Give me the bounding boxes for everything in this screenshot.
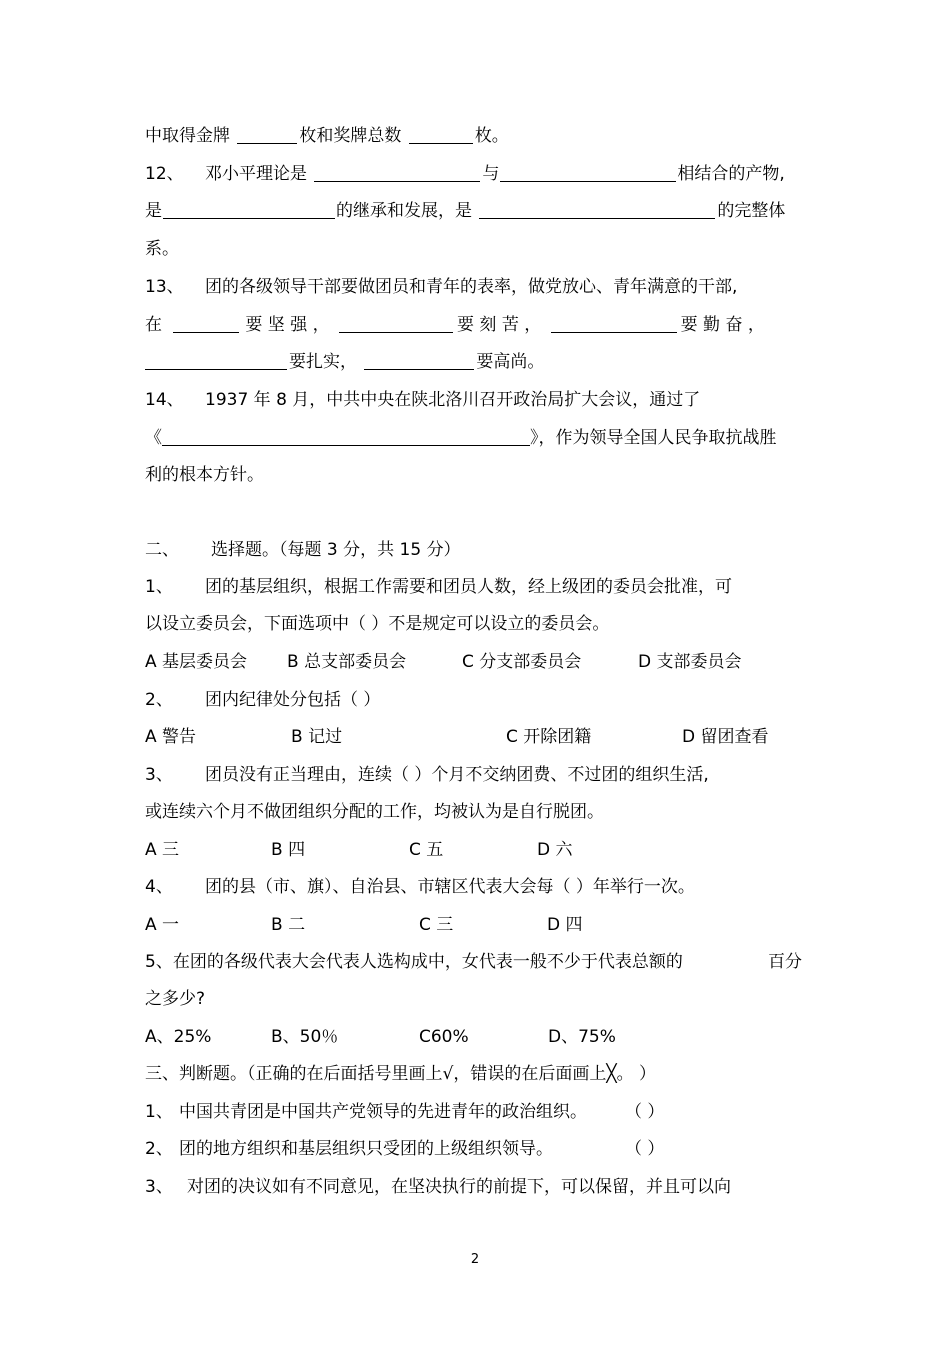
judge-q1 xyxy=(145,1101,664,1123)
option-c: C 五 xyxy=(409,840,444,860)
option-c: C 分支部委员会 xyxy=(462,652,582,672)
choice-q3-options xyxy=(145,839,573,861)
q11-continued-line xyxy=(145,125,509,147)
question-number: 12、 xyxy=(145,164,184,184)
blank xyxy=(162,427,530,446)
text: 在 xyxy=(145,315,162,335)
question-number: 14、 xyxy=(145,390,184,410)
choice-q3-line-1 xyxy=(145,764,709,786)
option-d: D 留团查看 xyxy=(682,727,769,747)
question-number: 2、 xyxy=(145,690,173,710)
text: 邓小平理论是 xyxy=(205,164,307,184)
choice-q4-options xyxy=(145,914,583,936)
q13-line-2 xyxy=(145,314,765,336)
option-d: D 六 xyxy=(537,840,573,860)
text: 或连续六个月不做团组织分配的工作，均被认为是自行脱团。 xyxy=(145,802,604,822)
question-number: 3、 xyxy=(145,765,173,785)
choice-q1-options xyxy=(145,651,742,673)
judge-q3 xyxy=(145,1176,731,1198)
text: 团的县（市、旗）、自治县、市辖区代表大会每（ ）年举行一次。 xyxy=(205,877,695,897)
q12-line-3 xyxy=(145,238,179,260)
option-a: A 基层委员会 xyxy=(145,652,248,672)
text: 与 xyxy=(482,164,500,184)
text: 的继承和发展，是 xyxy=(336,201,472,221)
text: 对团的决议如有不同意见，在坚决执行的前提下，可以保留，并且可以向 xyxy=(187,1177,731,1197)
text: 要 勤 奋 ， xyxy=(680,315,765,335)
page-number: 2 xyxy=(470,1252,480,1267)
blank xyxy=(551,314,677,333)
option-d: D 支部委员会 xyxy=(638,652,742,672)
text: 枚和奖牌总数 xyxy=(299,126,402,146)
blank xyxy=(339,314,453,333)
text: 团员没有正当理由，连续（ ）个月不交纳团费、不过团的组织生活, xyxy=(205,765,709,785)
blank xyxy=(163,200,335,219)
text: 利的根本方针。 xyxy=(145,465,264,485)
text: 《 xyxy=(145,428,162,448)
blank xyxy=(237,125,297,144)
judge-q2 xyxy=(145,1138,664,1160)
text: 1937 年 8 月，中共中央在陕北洛川召开政治局扩大会议，通过了 xyxy=(205,390,701,410)
option-a: A 警告 xyxy=(145,727,197,747)
text: 之多少? xyxy=(145,989,206,1009)
text: 》 xyxy=(530,428,539,448)
q12-line-2 xyxy=(145,200,785,222)
option-c: C60% xyxy=(419,1027,469,1047)
option-d: D、75% xyxy=(548,1027,616,1047)
text: 5、在团的各级代表大会代表人选构成中，女代表一般不少于代表总额的 xyxy=(145,952,683,972)
answer-paren: （ ） xyxy=(625,1102,665,1122)
text: 团的地方组织和基层组织只受团的上级组织领导。 xyxy=(179,1139,553,1159)
text: ，作为领导全国人民争取抗战胜 xyxy=(538,428,777,448)
text: 枚。 xyxy=(474,126,509,146)
question-number: 13、 xyxy=(145,277,184,297)
blank xyxy=(364,351,474,370)
text: 要 坚 强 ， xyxy=(245,315,330,335)
q13-line-1 xyxy=(145,276,737,298)
choice-q5-line-2 xyxy=(145,988,205,1010)
option-c: C 开除团籍 xyxy=(506,727,592,747)
text: 团的各级领导干部要做团员和青年的表率，做党放心、青年满意的干部, xyxy=(205,277,738,297)
q14-line-2 xyxy=(145,427,777,449)
q13-line-3 xyxy=(145,351,544,373)
text: 相结合的产物, xyxy=(677,164,785,184)
section-heading-choice xyxy=(145,539,461,561)
question-number: 2、 xyxy=(145,1139,173,1159)
question-number: 3、 xyxy=(145,1177,173,1197)
blank xyxy=(173,314,239,333)
question-number: 1、 xyxy=(145,577,173,597)
text: 中国共青团是中国共产党领导的先进青年的政治组织。 xyxy=(179,1102,587,1122)
option-a: A、25% xyxy=(145,1027,212,1047)
choice-q4-line-1 xyxy=(145,876,695,898)
option-a: A 三 xyxy=(145,840,180,860)
text: 中取得金牌 xyxy=(145,126,230,146)
section-number: 二、 xyxy=(145,540,179,560)
text: 要扎实， xyxy=(289,352,357,372)
choice-q1-line-2 xyxy=(145,613,609,635)
text: 系。 xyxy=(145,239,179,259)
question-number: 1、 xyxy=(145,1102,173,1122)
text: 团内纪律处分包括（ ） xyxy=(205,690,381,710)
option-b: B 二 xyxy=(271,915,306,935)
text: 以设立委员会，下面选项中（ ）不是规定可以设立的委员会。 xyxy=(145,614,610,634)
text: 是 xyxy=(145,201,162,221)
option-b: B 总支部委员会 xyxy=(287,652,407,672)
text: 百分 xyxy=(768,952,802,972)
section-title: 选择题。（每题 3 分，共 15 分） xyxy=(211,540,461,560)
q14-line-1 xyxy=(145,389,700,411)
blank xyxy=(479,200,715,219)
choice-q2-line-1 xyxy=(145,689,380,711)
text: 要高尚。 xyxy=(476,352,545,372)
option-c: C 三 xyxy=(419,915,454,935)
section-heading-judge xyxy=(145,1063,656,1085)
option-a: A 一 xyxy=(145,915,180,935)
choice-q5-line-1b xyxy=(768,951,802,973)
question-number: 4、 xyxy=(145,877,173,897)
section-title: 三、判断题。（正确的在后面括号里画上√，错误的在后面画上╳。 ） xyxy=(145,1064,656,1084)
choice-q5-line-1 xyxy=(145,951,683,973)
q12-line-1 xyxy=(145,163,785,185)
blank xyxy=(145,351,287,370)
text: 团的基层组织，根据工作需要和团员人数，经上级团的委员会批准，可 xyxy=(205,577,732,597)
blank xyxy=(409,125,473,144)
option-b: B 记过 xyxy=(291,727,343,747)
choice-q1-line-1 xyxy=(145,576,732,598)
choice-q2-options xyxy=(145,726,769,748)
option-b: B、50％ xyxy=(271,1027,339,1047)
blank xyxy=(500,163,676,182)
answer-paren: （ ） xyxy=(625,1139,665,1159)
choice-q5-options xyxy=(145,1026,616,1048)
option-b: B 四 xyxy=(271,840,306,860)
option-d: D 四 xyxy=(547,915,583,935)
q14-line-3 xyxy=(145,464,264,486)
choice-q3-line-2 xyxy=(145,801,604,823)
text: 要 刻 苦 ， xyxy=(457,315,542,335)
blank xyxy=(314,163,480,182)
text: 的完整体 xyxy=(717,201,786,221)
